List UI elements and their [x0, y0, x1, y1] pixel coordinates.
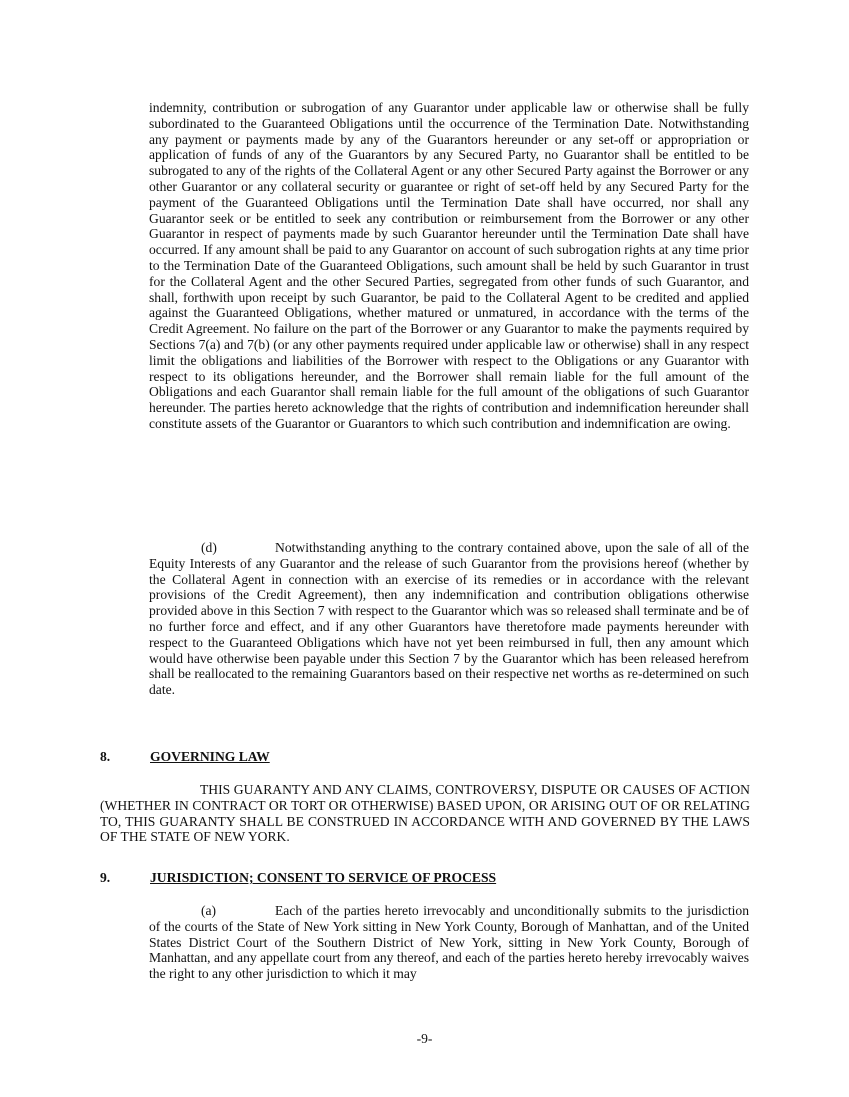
- section-8-title: GOVERNING LAW: [150, 749, 270, 764]
- section-9-title: JURISDICTION; CONSENT TO SERVICE OF PROCESS: [150, 870, 497, 885]
- paragraph-d-label: (d): [201, 540, 217, 555]
- section-8-body: THIS GUARANTY AND ANY CLAIMS, CONTROVERSY, DISPUTE OR CAUSES OF ACTION (WHETHER IN CONTRACT OR TORT OR OTHERWISE) BASED UPON, OR ARISING OUT OF OR RELATING TO, THIS GUARANTY SHALL BE CONSTRUED IN ACCORDANCE WITH AND GOVERNED BY THE LAWS OF THE STATE OF NEW YORK.: [100, 782, 750, 845]
- section-9-number: 9.: [100, 870, 111, 885]
- paragraph-d-text: Notwithstanding anything to the contrary contained above, upon the sale of all of the Equity Interests of any Guarantor and the release of such Guarantor from the provisions hereof (whether by the Collateral Agent in connection with an exercise of its remedies or in accordance with the relevant provisions of the Credit Agreement), then any indemnification and contribution obligations otherwise provided above in this Section 7 with respect to the Guarantor which was so released shall terminate and be of no further force and effect, and if any other Guarantors have theretofore made payments hereunder with respect to the Guaranteed Obligations which have not yet been reimbursed in full, then any amount which would have otherwise been payable under this Section 7 by the Guarantor which has been released herefrom shall be reallocated to the remaining Guarantors based on their respective net worths as re-determined on such date.: [149, 540, 749, 698]
- page-number: -9-: [416, 1031, 433, 1046]
- paragraph-9a: [149, 903, 749, 982]
- paragraph-9a-text: Each of the parties hereto irrevocably and unconditionally submits to the jurisdiction of the courts of the State of New York sitting in New York County, Borough of Manhattan, and of the United States District Court of the Southern District of New York, sitting in New York County, Borough of Manhattan, and any appellate court from any thereof, and each of the parties hereto hereby irrevocably waives the right to any other jurisdiction to which it may: [149, 903, 749, 982]
- paragraph-d: [149, 540, 749, 698]
- section-9-heading: [100, 870, 496, 886]
- paragraph-9a-label: (a): [201, 903, 217, 918]
- paragraph-c-continuation: indemnity, contribution or subrogation of any Guarantor under applicable law or otherwise shall be fully subordinated to the Guaranteed Obligations until the occurrence of the Termination Date. Notwithstanding any payment or payments made by any of the Guarantors hereunder or any set-off or appropriation or application of funds of any of the Guarantors by any Secured Party, no Guarantor shall be entitled to be subrogated to any of the rights of the Collateral Agent or any other Secured Party against the Borrower or any other Guarantor or any collateral security or guarantee or right of set-off held by any Secured Party for the payment of the Guaranteed Obligations until the Termination Date shall have occurred, nor shall any Guarantor seek or be entitled to seek any contribution or reimbursement from the Borrower or any other Guarantor in respect of payments made by such Guarantor hereunder until the Termination Date shall have occurred. If any amount shall be paid to any Guarantor on account of such subrogation rights at any time prior to the Termination Date of the Guaranteed Obligations, such amount shall be held by such Guarantor in trust for the Collateral Agent and the other Secured Parties, segregated from other funds of such Guarantor, and shall, forthwith upon receipt by such Guarantor, be paid to the Collateral Agent to be credited and applied against the Guaranteed Obligations, whether matured or unmatured, in accordance with the terms of the Credit Agreement. No failure on the part of the Borrower or any Guarantor to make the payments required by Sections 7(a) and 7(b) (or any other payments required under applicable law or otherwise) shall in any respect limit the obligations and liabilities of the Borrower with respect to the Obligations or any Guarantor with respect to its obligations hereunder, and the Borrower shall remain liable for the full amount of the Obligations and each Guarantor shall remain liable for the full amount of the obligations of such Guarantor hereunder. The parties hereto acknowledge that the rights of contribution and indemnification hereunder shall constitute assets of the Guarantor or Guarantors to which such contribution and indemnification are owing.: [149, 100, 749, 431]
- section-8-text: [100, 782, 750, 845]
- section-8-heading: [100, 749, 270, 765]
- section-8-number: 8.: [100, 749, 111, 764]
